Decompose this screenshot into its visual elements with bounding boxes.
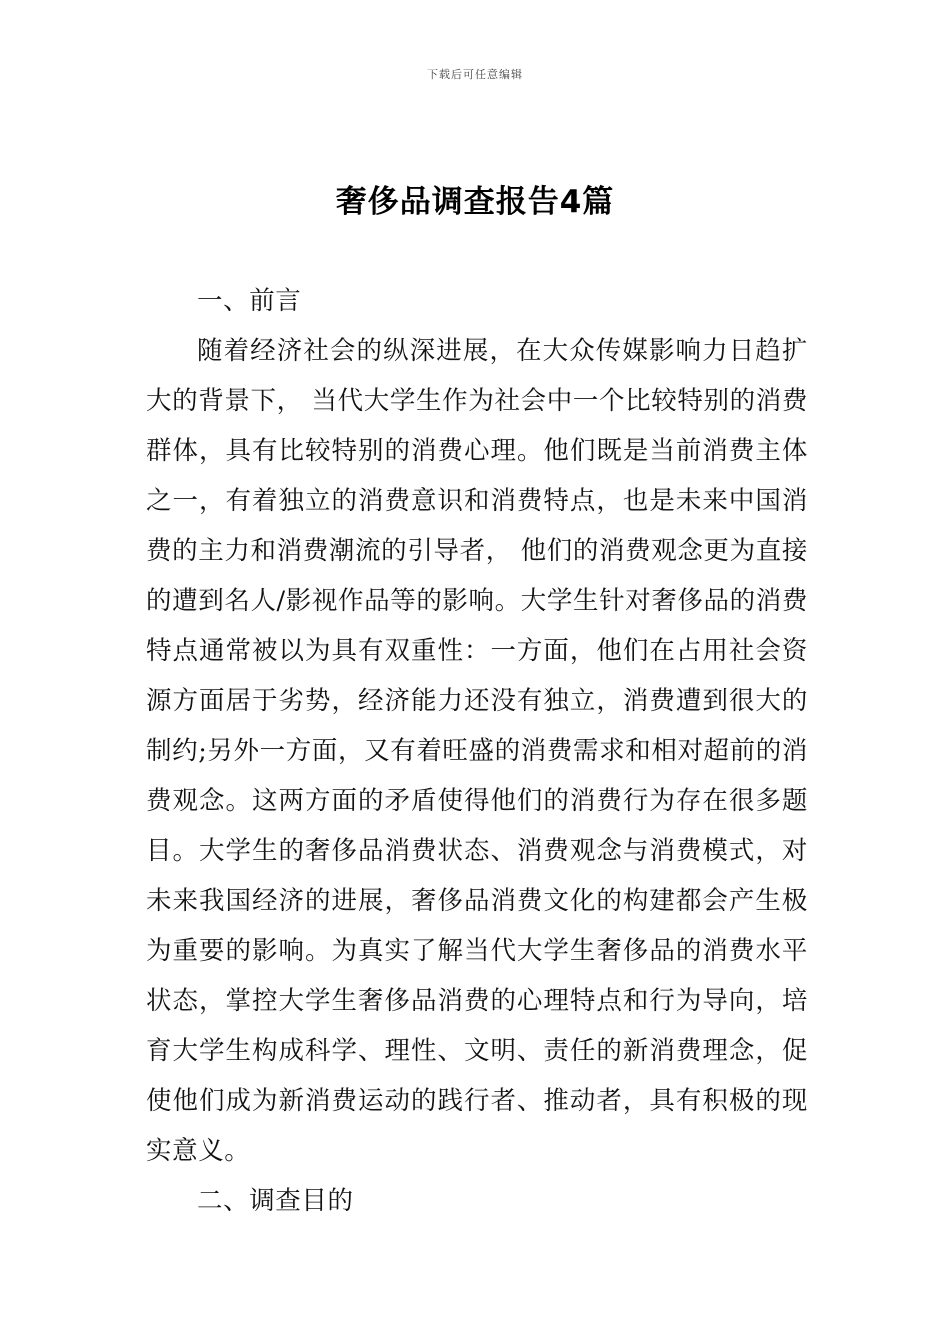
header-note: 下载后可任意编辑 (427, 68, 523, 81)
document-title: 奢侈品调查报告4篇 (335, 184, 615, 220)
document-body (146, 276, 808, 1226)
body-paragraph: 随着经济社会的纵深进展，在大众传媒影响力日趋扩大的背景下， 当代大学生作为社会中一个比较特别的消费群体，具有比较特别的消费心理。他们既是当前消费主体之一，有着独立的消费意识和消费特点，也是未来中国消费的主力和消费潮流的引导者， 他们的消费观念更为直接的遭到名人/影视作品等的影响。大学生针对奢侈品的消费特点通常被以为具有双重性：一方面，他们在占用社会资源方面居于劣势，经济能力还没有独立，消费遭到很大的制约;另外一方面，又有着旺盛的消费需求和相对超前的消费观念。这两方面的矛盾使得他们的消费行为存在很多题目。大学生的奢侈品消费状态、消费观念与消费模式，对未来我国经济的进展，奢侈品消费文化的构建都会产生极为重要的影响。为真实了解当代大学生奢侈品的消费水平状态，掌控大学生奢侈品消费的心理特点和行为导向，培育大学生构成科学、理性、文明、责任的新消费理念，促使他们成为新消费运动的践行者、推动者，具有积极的现实意义。 (146, 336, 808, 1166)
section-heading-purpose: 二、调查目的 (197, 1186, 354, 1216)
section-heading-preface: 一、前言 (197, 286, 302, 316)
